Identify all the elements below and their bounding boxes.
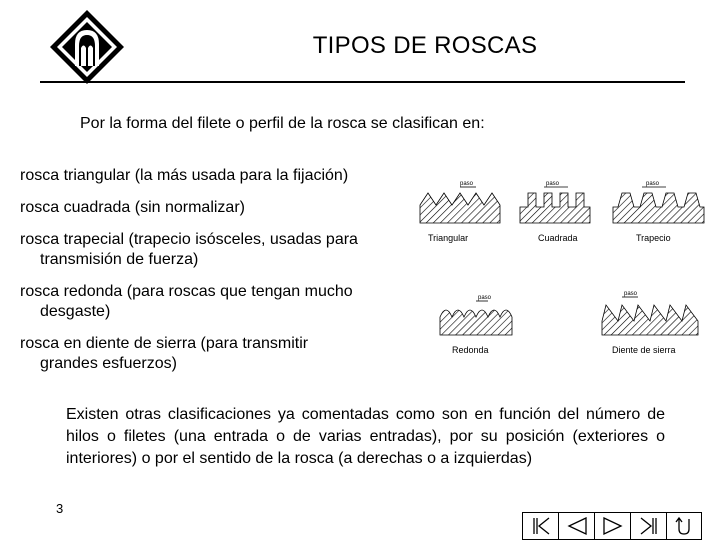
redonda-label: Redonda xyxy=(452,345,489,355)
slide-navigation xyxy=(522,512,702,540)
round-profile xyxy=(440,295,512,355)
triangular-label: Triangular xyxy=(428,233,469,243)
title-divider xyxy=(40,81,685,83)
list-item: rosca cuadrada (sin normalizar) xyxy=(20,199,245,216)
intro-text: Por la forma del filete o perfil de la rosca se clasifican en: xyxy=(80,115,485,132)
triangular-profile xyxy=(420,181,500,243)
paso-label: paso xyxy=(460,181,474,187)
svg-text:paso: paso xyxy=(624,291,638,297)
trapezoidal-profile xyxy=(613,181,704,243)
return-button[interactable] xyxy=(666,512,702,540)
thread-types-list xyxy=(20,166,398,374)
slide-title: TIPOS DE ROSCAS xyxy=(312,32,538,59)
list-item: rosca redonda (para roscas que tengan mucho desgaste) xyxy=(20,283,353,320)
list-item: rosca en diente de sierra (para transmitir grandes esfuerzos) xyxy=(20,335,309,372)
classification-paragraph: Existen otras clasificaciones ya comentadas como son en función del número de hilos o filetes (una entrada o de varias entradas), por su posición (exteriores o interiores) o por el sentido de la rosca (a derechas o a izquierdas) xyxy=(66,406,665,467)
cuadrada-label: Cuadrada xyxy=(538,233,578,243)
first-slide-button[interactable] xyxy=(522,512,558,540)
page-number: 3 xyxy=(56,501,64,516)
svg-text:paso: paso xyxy=(478,295,492,301)
svg-text:paso: paso xyxy=(646,181,660,187)
sawtooth-profile xyxy=(602,291,698,355)
list-item: rosca trapecial (trapecio isósceles, usadas para transmisión de fuerza) xyxy=(20,231,358,268)
svg-text:paso: paso xyxy=(546,181,560,187)
return-icon xyxy=(670,515,698,537)
thread-profiles-figure xyxy=(410,175,710,375)
square-profile xyxy=(520,181,590,243)
previous-icon xyxy=(563,515,591,537)
next-icon xyxy=(599,515,627,537)
previous-slide-button[interactable] xyxy=(558,512,594,540)
next-slide-button[interactable] xyxy=(594,512,630,540)
sierra-label: Diente de sierra xyxy=(612,345,676,355)
list-item: rosca triangular (la más usada para la fijación) xyxy=(20,167,349,184)
last-slide-button[interactable] xyxy=(630,512,666,540)
first-icon xyxy=(527,515,555,537)
last-icon xyxy=(635,515,663,537)
institution-logo xyxy=(48,8,126,86)
trapecio-label: Trapecio xyxy=(636,233,671,243)
